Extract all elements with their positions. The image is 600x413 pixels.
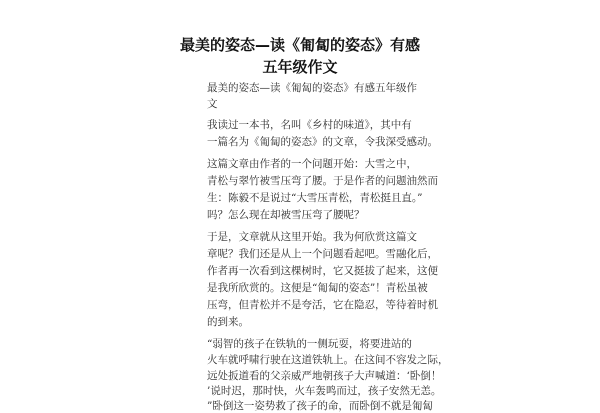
body-line: 生：陈毅不是说过“大雪压青松，青松挺且直。”	[207, 192, 423, 204]
body-line: 我读过一本书，名叫《乡村的味道》，其中有	[207, 119, 412, 131]
body-line: 一篇名为《匍匐的姿态》的文章，令我深受感动。	[207, 136, 438, 148]
body-line: 压弯，但青松并不是夸活，它在隐忍，等待着时机	[207, 299, 438, 311]
page-subtitle: 五年级作文	[262, 58, 338, 76]
body-line: ”卧倒这一姿势救了孩子的命，而卧倒不就是匍匐	[207, 400, 433, 412]
body-line: 是我所欣赏的。这便是“匍匐的姿态”！青松虽被	[207, 282, 428, 294]
body-line: “弱智的孩子在铁轨的一侧玩耍，将要进站的	[207, 338, 412, 350]
body-line: ’说时迟，那时快，火车轰鸣而过，孩子安然无恙。	[207, 385, 442, 397]
page-title: 最美的姿态—读《匍匐的姿态》有感	[179, 36, 420, 54]
body-line: 青松与翠竹被雪压弯了腰。于是作者的问题油然而	[207, 175, 438, 187]
body-line: 于是，文章就从这里开始。我为何欣赏这篇文	[207, 231, 417, 243]
body-line: 章呢？我们还是从上一个问题看起吧。雪融化后，	[207, 248, 438, 260]
body-line: 吗？怎么现在却被雪压弯了腰呢？	[207, 209, 365, 221]
body-line: 文	[207, 98, 218, 110]
body-line: 的到来。	[207, 316, 249, 328]
body-line: 远处扳道看的父亲威严地朝孩子大声喊道：‘卧倒！	[207, 370, 442, 382]
body-line: 最美的姿态—读《匍匐的姿态》有感五年级作	[207, 82, 417, 94]
body-line: 作者再一次看到这棵树时，它又挺拔了起来，这便	[207, 265, 438, 277]
body-line: 这篇文章由作者的一个问题开始：大雪之中，	[207, 158, 417, 170]
body-line: 火车就呼啸行驶在这道铁轨上。在这间不容发之际，	[207, 354, 449, 366]
